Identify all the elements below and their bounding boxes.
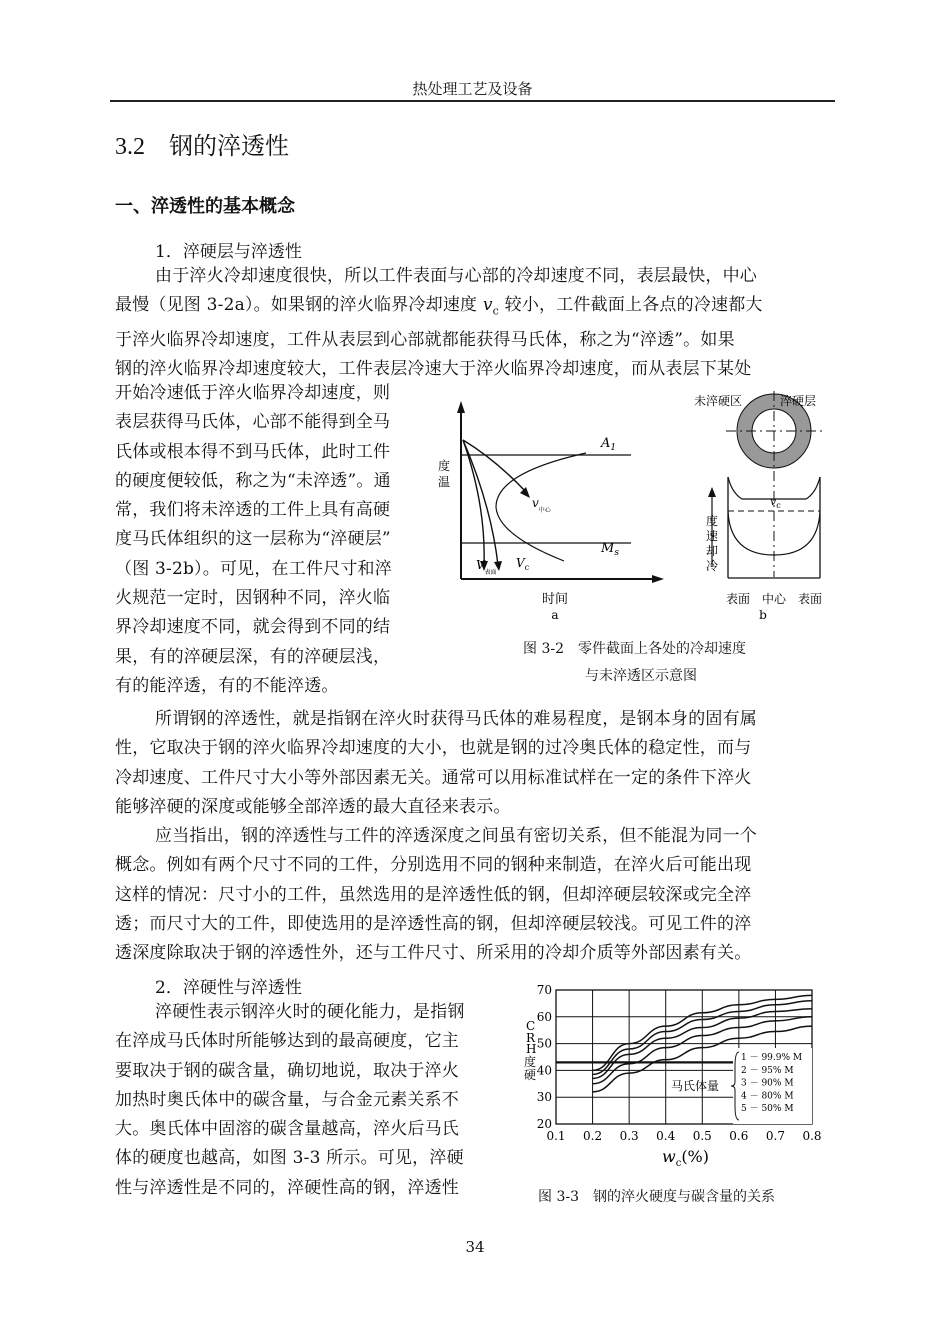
fig-b-arrow-head: [708, 487, 716, 497]
fig-b-hardened-label: 淬硬层: [780, 394, 817, 408]
text-line: [115, 291, 833, 326]
text-line: 这样的情况：尺寸小的工件，虽然选用的是淬透性低的钢，但却淬硬层较深或完全淬: [115, 884, 752, 905]
chart-ylabel: 度: [524, 1055, 537, 1069]
chart-legend: [671, 1048, 812, 1124]
fig-b-xlabels: 表面 中心 表面: [725, 592, 823, 606]
header-rule: [110, 100, 835, 102]
fig-a-sublabel: a: [551, 608, 559, 622]
fig-b-ylabel: 速: [706, 529, 719, 543]
chart-ylabel: 硬: [524, 1068, 537, 1082]
caption-line: 图 3-2 零件截面上各处的冷却速度: [523, 641, 746, 657]
text-span: 较小，工件截面上各点的冷速都大: [504, 295, 763, 316]
fig-b-vc-label: $v_c$: [770, 495, 781, 510]
text-line: 果，有的淬硬层深，有的淬硬层浅，: [115, 646, 391, 667]
chart-ylabel: H: [526, 1042, 537, 1056]
text-line: 大。奥氏体中固溶的碳含量越高，淬火后马氏: [115, 1119, 459, 1140]
text-line: 火规范一定时，因钢种不同，淬火临: [115, 588, 391, 609]
chart-ylabel: C: [526, 1019, 536, 1033]
text-line: 能够淬硬的深度或能够全部淬透的最大直径来表示。: [115, 796, 511, 817]
fig-b-ylabel: 冷: [706, 559, 719, 573]
text-line: 透深度除取决于钢的淬透性外，还与工件尺寸、所采用的冷却介质等外部因素有关。: [115, 943, 752, 964]
figure-3-3-chart: [512, 978, 832, 1173]
page-number: 34: [465, 1238, 485, 1256]
figure-3-2-caption: [465, 638, 795, 685]
chart-y-tick: 60: [536, 1009, 552, 1024]
chart-legend-title: 马氏体量: [671, 1079, 720, 1093]
fig-a-vsurface-label: $V_{表面}$: [476, 558, 497, 576]
chart-y-tick: 30: [536, 1090, 552, 1105]
text-line: 度马氏体组织的这一层称为“淬硬层”: [115, 529, 391, 550]
text-line: 体的硬度也越高，如图 3-3 所示。可见，淬硬: [115, 1148, 464, 1169]
chart-y-tick: 50: [536, 1036, 552, 1051]
text-line: 开始冷速低于淬火临界冷却速度，则: [115, 383, 391, 403]
text-line: 性与淬透性是不同的，淬硬性高的钢，淬透性: [115, 1177, 459, 1198]
chart-legend-item: 3 － 90% M: [741, 1078, 794, 1089]
fig-b-sublabel: b: [759, 608, 767, 622]
fig-a-x-arrow: [652, 575, 664, 583]
figure-3-3-caption: 图 3-3 钢的淬火硬度与碳含量的关系: [538, 1189, 775, 1205]
chart-legend-item: 5 － 50% M: [741, 1104, 794, 1115]
fig-a-vc-curve: [463, 440, 498, 565]
chart-x-tick: 0.1: [546, 1129, 566, 1143]
chart-legend-item: 1 － 99.9% M: [741, 1053, 803, 1063]
text-line: 氏体或根本得不到马氏体，此时工件: [115, 441, 391, 462]
fig-a-y-arrow: [457, 401, 465, 413]
chart-x-tick: 0.7: [765, 1129, 785, 1143]
text-line: 有的能淬透，有的不能淬透。: [115, 675, 339, 696]
fig-b-ylabel: 却: [706, 544, 719, 558]
text-span: 最慢（见图 3-2a）。如果钢的淬火临界冷却速度: [115, 295, 478, 316]
section-number: 3.2: [115, 134, 145, 160]
section-title: [115, 126, 289, 161]
fig-a-xlabel: 时间: [541, 592, 569, 607]
text-line: 应当指出，钢的淬透性与工件的淬透深度之间虽有密切关系，但不能混为同一个: [155, 826, 757, 846]
text-line: 在淬成马氏体时所能够达到的最高硬度，它主: [115, 1031, 459, 1052]
chart-legend-item: 2 － 95% M: [741, 1065, 794, 1076]
text-line: 透；而尺寸大的工件，即使选用的是淬透性高的钢，但却淬硬层较浅。可见工件的淬: [115, 913, 752, 934]
figure-3-2: [436, 385, 836, 625]
chart-legend-item: 4 － 80% M: [741, 1091, 794, 1102]
fig-a-ylabel: 温: [438, 475, 451, 489]
chart-x-tick: 0.2: [583, 1129, 603, 1143]
text-line: 于淬火临界冷却速度，工件从表层到心部就都能获得马氏体，称之为“淬透”。如果: [115, 329, 735, 350]
variable-subscript: c: [492, 304, 500, 318]
chart-x-tick: 0.6: [729, 1129, 749, 1143]
paragraph-1-wrap: [115, 379, 433, 701]
fig-a-ms-label: $M_s$: [601, 541, 619, 558]
fig-a-a1-label: $A_1$: [601, 436, 617, 453]
text-line: 钢的淬火临界冷却速度较大，工件表层冷速大于淬火临界冷却速度，而从表层下某处: [115, 359, 752, 380]
text-line: 概念。例如有两个尺寸不同的工件，分别选用不同的钢种来制造，在淬火后可能出现: [115, 855, 752, 876]
chart-x-tick: 0.8: [802, 1129, 822, 1143]
item-heading-1: 1．淬硬层与淬透性: [155, 242, 302, 262]
chart-x-tick: 0.3: [619, 1129, 639, 1143]
fig-a-ylabel: 度: [438, 459, 451, 473]
paragraph-1: [115, 262, 833, 385]
fig-b-ylabel: 度: [706, 514, 719, 528]
paragraph-3: [115, 822, 833, 968]
text-line: 由于淬火冷却速度很快，所以工件表面与心部的冷却速度不同，表层最快，中心: [155, 266, 757, 286]
caption-line: 与未淬透区示意图: [585, 668, 697, 684]
text-line: 所谓钢的淬透性，就是指钢在淬火时获得马氏体的难易程度，是钢本身的固有属: [155, 709, 757, 729]
item-heading-2: 2．淬硬性与淬透性: [155, 978, 302, 998]
running-header: 热处理工艺及设备: [412, 80, 533, 98]
text-line: 性，它取决于钢的淬火临界冷却速度的大小，也就是钢的过冷奥氏体的稳定性，而与: [115, 738, 752, 759]
variable-v: v: [482, 295, 493, 316]
text-line: 冷却速度、工件尺寸大小等外部因素无关。通常可以用标准试样在一定的条件下淬火: [115, 767, 752, 788]
fig-a-center-curve: [463, 440, 526, 492]
text-line: 要取决于钢的碳含量，确切地说，取决于淬火: [115, 1060, 459, 1081]
chart-y-tick: 70: [536, 983, 552, 997]
fig-b-unhardened-label: 未淬硬区: [694, 394, 743, 408]
text-line: 表层获得马氏体，心部不能得到全马: [115, 412, 391, 433]
subsection-title: 一、淬透性的基本概念: [115, 196, 295, 217]
chart-y-tick: 20: [536, 1117, 552, 1131]
fig-a-surface-curve: [463, 440, 484, 565]
text-line: 淬硬性表示钢淬火时的硬化能力，是指钢: [155, 1002, 465, 1022]
chart-x-tick: 0.4: [656, 1129, 676, 1143]
text-line: 的硬度便较低，称之为“未淬透”。通: [115, 470, 391, 491]
chart-ylabel: R: [526, 1031, 536, 1045]
fig-a-vc-label: $V_c$: [516, 556, 530, 572]
text-line: 常，我们将未淬透的工件上具有高硬: [115, 500, 391, 521]
chart-x-tick: 0.5: [692, 1129, 712, 1143]
chart-y-tick: 40: [536, 1063, 552, 1078]
paragraph-2: [115, 705, 833, 822]
section-title-text: 钢的淬透性: [169, 132, 289, 160]
text-line: 界冷却速度不同，就会得到不同的结: [115, 617, 391, 638]
text-line: 加热时奥氏体中的碳含量，与合金元素关系不: [115, 1089, 459, 1110]
paragraph-4: [115, 998, 505, 1203]
fig-a-vcenter-label: $v_{中心}$: [532, 496, 551, 514]
text-line: （图 3-2b）。可见，在工件尺寸和淬: [115, 558, 392, 579]
chart-xlabel: $w_c(\%)$: [662, 1147, 709, 1169]
fig-a-arrow: [520, 487, 530, 498]
